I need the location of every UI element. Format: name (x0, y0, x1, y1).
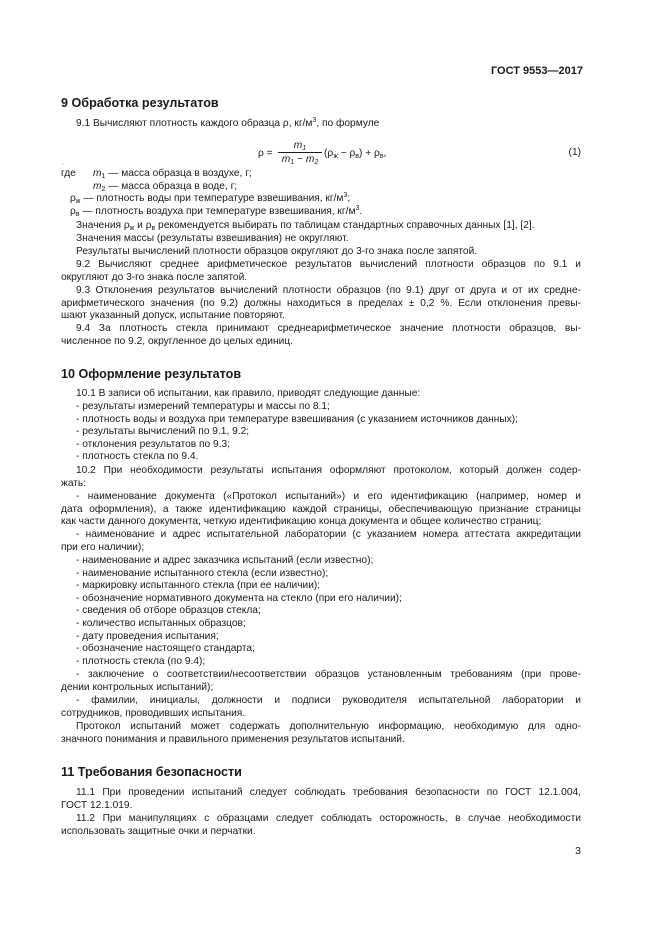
list-item-document-id: - наименование документа («Протокол испытаний») и его идентификацию (например, номер и дата оформления), а также идентификацию каждой страницы, обеспечивающую признание страницы как части данного документа, четкую идентификацию конца документа и общее количество страниц; (61, 491, 581, 528)
list-item: - наименование испытанного стекла (если известно); (76, 567, 329, 579)
stray-mark: , (62, 160, 64, 166)
p91-tail: , по формуле (316, 118, 380, 129)
note-mass-values: Значения массы (результаты взвешивания) не округляют. (76, 233, 349, 244)
paragraph-protocol-note: Протокол испытаний может содержать дополнительную информацию, необходимую для одно- значного понимания и правильного применения результатов испытаний. (61, 721, 581, 745)
section-9-title: 9 Обработка результатов (61, 96, 219, 110)
paragraph-9-1 (61, 118, 596, 131)
where-label: где (61, 168, 76, 179)
formula-denominator: $m_1 - m_2$ (281, 154, 319, 166)
list-item: - плотность воды и воздуха при температуре взвешивания (с указанием источников данных); (76, 413, 518, 425)
p91-text: 9.1 Вычисляют плотность каждого образца ρ, кг/м (76, 118, 313, 129)
list-item: - дату проведения испытания; (76, 630, 219, 642)
formula-numerator: $m_1$ (278, 139, 322, 153)
p91-sup: 3 (312, 117, 317, 124)
paragraph-9-2: 9.2 Вычисляют среднее арифметическое результатов вычислений плотности образцов по 9.1 и округляют до 3-го знака после запятой. (61, 259, 581, 283)
where-item-m2: $m_2$ — масса образца в воде, г; (93, 180, 238, 193)
where-item-rho-air: $\rho_в$ — плотность воздуха при температуре взвешивания, $кг/м^3$. (70, 204, 363, 218)
list-item: - плотность стекла по 9.4. (76, 451, 199, 463)
paragraph-11-2: 11.2 При манипуляциях с образцами следует соблюдать осторожность, в случае необходимости использовать защитные очки и перчатки. (61, 813, 581, 837)
list-item: - обозначение нормативного документа на стекло (при его наличии); (76, 592, 402, 604)
formula-number: (1) (568, 147, 581, 158)
section-11-title: 11 Требования безопасности (61, 765, 242, 779)
list-item-signatures: - фамилии, инициалы, должности и подписи руководителя испытательной лаборатории и сотрудников, проводивших испытания. (61, 695, 581, 719)
list-item: - маркировку испытанного стекла (при ее наличии); (76, 580, 321, 592)
paragraph-11-1: 11.1 При проведении испытаний следует соблюдать требования безопасности по ГОСТ 12.1.004, ГОСТ 12.1.019. (61, 787, 581, 811)
list-10-2 (61, 555, 581, 668)
list-item: - плотность стекла (по 9.4); (76, 655, 206, 667)
where-item-rho-water: $\rho_ж$ — плотность воды при температуре взвешивания, $кг/м^3$; (70, 192, 351, 206)
formula-1 (258, 137, 581, 171)
list-item: - обозначение настоящего стандарта; (76, 643, 255, 655)
list-item: - количество испытанных образцов; (76, 617, 246, 629)
paragraph-10-2: 10.2 При необходимости результаты испытания оформляют протоколом, который должен содер- жать: (61, 465, 581, 489)
formula-rest: $(\rho_ж - \rho_в) + \rho_в$, (324, 148, 387, 160)
list-item-lab-address: - наименование и адрес испытательной лаборатории (с указанием номера аттестата аккредитации при его наличии); (61, 529, 581, 553)
page-number: 3 (575, 845, 581, 857)
paragraph-9-3: 9.3 Отклонения результатов вычислений плотности образцов (по 9.1) друг от друга и от их средне- арифметического значения (по 9.2) должны находиться в пределах ± 0,2 %. Если отклонения превы- шают указанный допуск, испытание повторяют. (61, 285, 581, 322)
paragraph-10-1: 10.1 В записи об испытании, как правило, приводят следующие данные: (76, 388, 421, 399)
where-item-m1: где $m_1$ — масса образца в воздухе, г; (61, 168, 252, 180)
document-code: ГОСТ 9553—2017 (490, 65, 583, 77)
paragraph-9-4: 9.4 За плотность стекла принимают среднеарифметическое значение плотности образцов, вы- численное по 9.2, округленное до целых единиц. (61, 323, 581, 347)
list-item: - сведения об отборе образцов стекла; (76, 605, 261, 617)
list-item: - результаты вычислений по 9.1, 9.2; (76, 426, 250, 438)
list-item: - результаты измерений температуры и массы по 8.1; (76, 401, 330, 412)
formula-lhs: ρ = (258, 148, 273, 159)
note-rounding: Результаты вычислений плотности образцов округляют до 3-го знака после запятой. (76, 246, 478, 257)
list-item-conclusion: - заключение о соответствии/несоответствии образцов установленным требованиям (при прове- дении контрольных испытаний); (61, 669, 581, 693)
section-10-title: 10 Оформление результатов (61, 367, 242, 381)
list-item: - отклонения результатов по 9.3; (76, 438, 231, 450)
formula-fraction (278, 139, 322, 167)
list-item: - наименование и адрес заказчика испытаний (если известно); (76, 555, 374, 566)
note-values-rho: Значения $\rho_ж$ и $\rho_в$ рекомендуется выбирать по таблицам стандартных справочных данных [1], [2]. (76, 220, 535, 232)
list-10-1 (61, 401, 581, 464)
where-list (61, 168, 596, 218)
